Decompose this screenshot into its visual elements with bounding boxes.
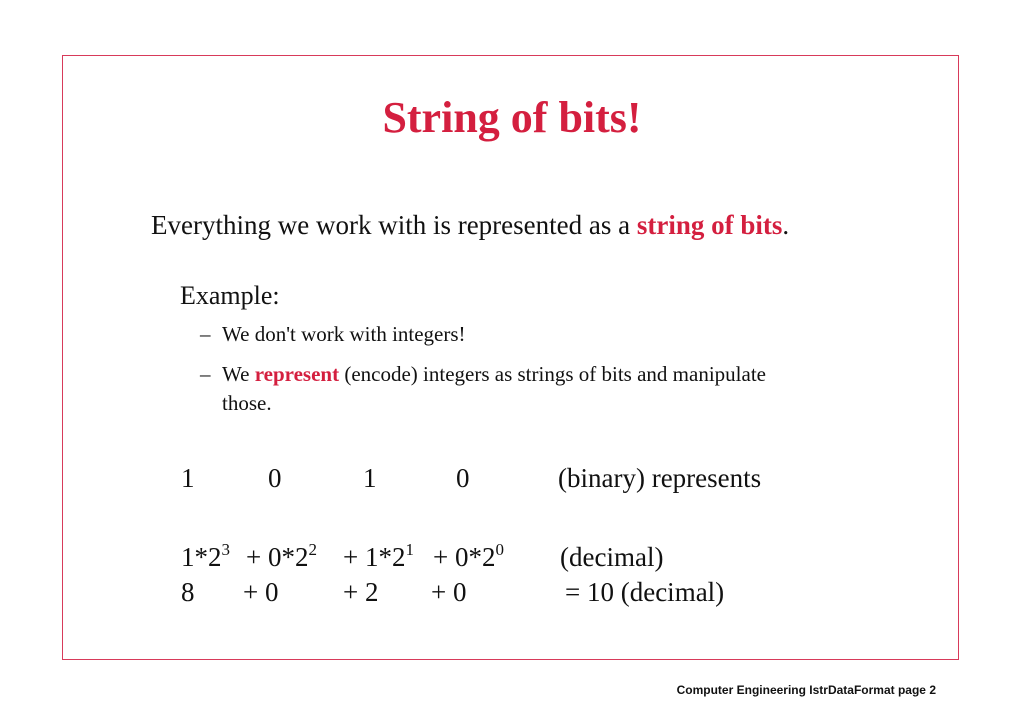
power-term: + $1*2^1$ xyxy=(343,540,414,572)
decimal-label: (decimal) xyxy=(560,542,664,572)
slide-title: String of bits! xyxy=(382,93,642,142)
sum-result: = 10 (decimal) xyxy=(565,577,725,607)
bullet-dash: – xyxy=(200,362,211,386)
lead-highlight: string of bits xyxy=(636,210,783,240)
binary-digit: 0 xyxy=(456,463,470,493)
binary-label: (binary) represents xyxy=(558,463,762,493)
bullet-highlight: represent xyxy=(254,362,340,386)
lead-sentence xyxy=(151,212,789,239)
bullet-text: We don't work with integers! xyxy=(222,322,466,346)
bullet-text-before: We xyxy=(222,362,255,386)
lead-text-before: Everything we work with is represented as a xyxy=(151,210,637,240)
sum-value: + 0 xyxy=(431,577,467,607)
binary-row xyxy=(0,465,1024,495)
sum-value: + 0 xyxy=(243,577,279,607)
sum-value: 8 xyxy=(181,577,195,607)
power-term: + $0*2^2$ xyxy=(246,540,317,572)
bullet-dash: – xyxy=(200,322,211,346)
binary-digit: 1 xyxy=(181,463,195,493)
sum-value: + 2 xyxy=(343,577,379,607)
binary-digit: 1 xyxy=(363,463,377,493)
bullet-text-after: (encode) integers as strings of bits and manipulate xyxy=(339,362,766,386)
power-term: $1*2^3$ xyxy=(181,540,230,572)
power-term: + $0*2^0$ xyxy=(433,540,504,572)
lead-text-after: . xyxy=(782,210,790,240)
bullet-continuation: those. xyxy=(222,391,272,415)
binary-digit: 0 xyxy=(268,463,282,493)
bullet-text xyxy=(222,360,766,389)
decimal-row xyxy=(0,540,1024,576)
example-label: Example: xyxy=(180,281,280,310)
sum-row xyxy=(0,579,1024,609)
page-footer: Computer Engineering IstrDataFormat page 2 xyxy=(676,683,936,697)
